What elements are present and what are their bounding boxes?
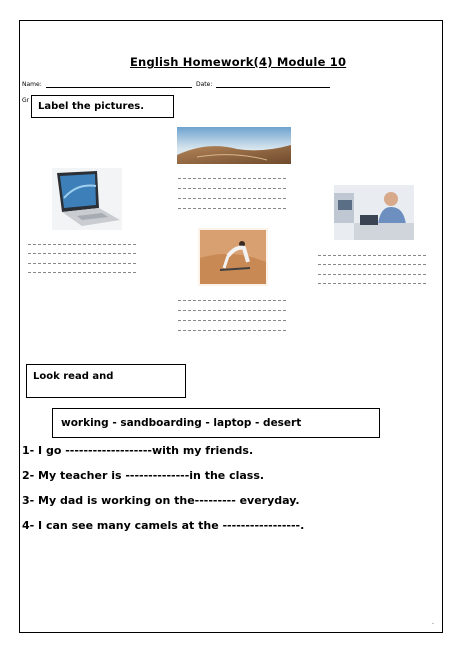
answer-line[interactable] <box>178 208 286 209</box>
answer-line[interactable] <box>178 300 286 301</box>
sentence-2: 2- My teacher is --------------in the class. <box>22 469 265 482</box>
sentence-1: 1- I go -------------------with my friends. <box>22 444 254 457</box>
answer-line[interactable] <box>318 264 426 265</box>
footer-mark: . <box>432 619 434 626</box>
word-bank: working - sandboarding - laptop - desert <box>52 408 380 438</box>
sandboarding-picture <box>198 228 268 286</box>
answer-line[interactable] <box>318 255 426 256</box>
label-pictures-instruction: Label the pictures. <box>31 95 174 118</box>
grade-label: Gr <box>22 97 30 104</box>
sentence-4: 4- I can see many camels at the -----------------. <box>22 519 305 532</box>
answer-line[interactable] <box>178 188 286 189</box>
date-label: Date: <box>196 81 213 88</box>
answer-line[interactable] <box>178 178 286 179</box>
answer-line[interactable] <box>178 310 286 311</box>
man-working-picture <box>334 185 414 240</box>
look-read-instruction: Look read and <box>26 364 186 398</box>
date-field-line[interactable] <box>216 87 330 88</box>
laptop-picture <box>52 168 122 230</box>
answer-line[interactable] <box>178 330 286 331</box>
name-field-line[interactable] <box>46 87 192 88</box>
name-label: Name: <box>22 81 42 88</box>
answer-line[interactable] <box>318 274 426 275</box>
answer-line[interactable] <box>28 263 136 264</box>
page-title: English Homework(4) Module 10 <box>130 55 347 69</box>
desert-picture <box>177 127 291 164</box>
answer-line[interactable] <box>28 253 136 254</box>
answer-line[interactable] <box>28 244 136 245</box>
answer-line[interactable] <box>28 272 136 273</box>
answer-line[interactable] <box>318 283 426 284</box>
answer-line[interactable] <box>178 320 286 321</box>
sentence-3: 3- My dad is working on the--------- everyday. <box>22 494 300 507</box>
answer-line[interactable] <box>178 198 286 199</box>
